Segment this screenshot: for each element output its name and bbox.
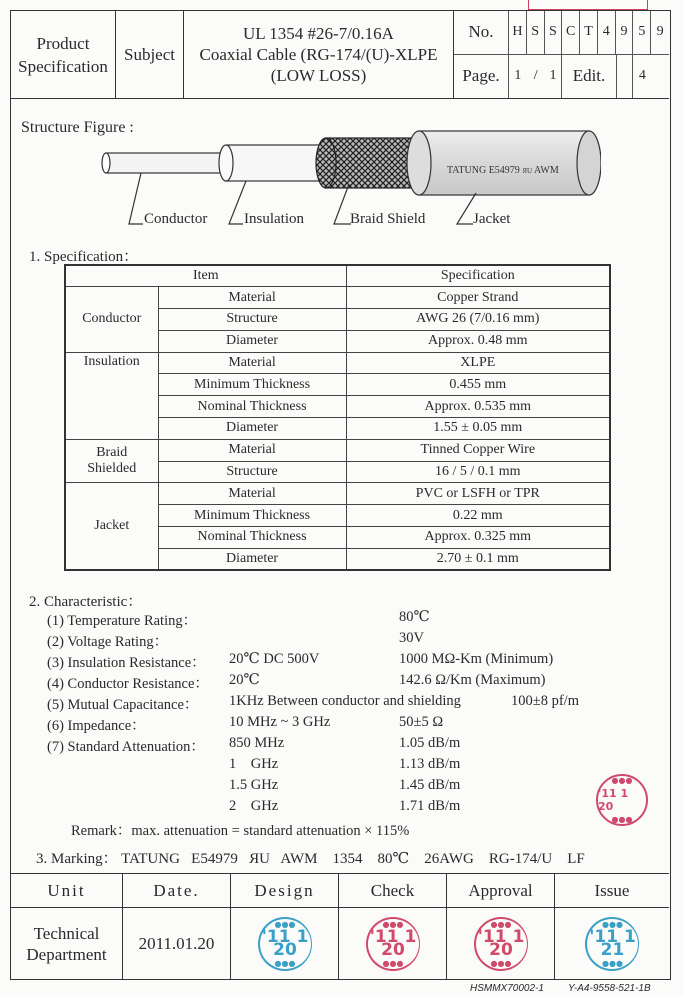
temp-label: (1) Temperature Rating： bbox=[47, 613, 198, 629]
label-insulation: Insulation bbox=[244, 211, 304, 227]
approval-stamp-date: '11 1 20 bbox=[477, 926, 525, 960]
temp-value: 80℃ bbox=[399, 609, 430, 625]
imp-value: 50±5 Ω bbox=[399, 714, 444, 730]
table-header-row bbox=[65, 265, 610, 287]
approval-stamp: ●●● '11 1 20 ●●● bbox=[474, 917, 528, 971]
jacket-print-text: TATUNG E54979 ЯU AWM bbox=[447, 165, 559, 176]
cap-label: (5) Mutual Capacitance： bbox=[47, 697, 199, 713]
page-total: 1 bbox=[545, 55, 563, 99]
check-cell bbox=[339, 908, 447, 979]
braid-group-line2: Shielded bbox=[87, 461, 137, 477]
insulation-shape bbox=[226, 145, 331, 181]
item-cell: Structure bbox=[158, 461, 346, 483]
volt-label: (2) Voltage Rating： bbox=[47, 634, 169, 650]
doc-no-char: 9 bbox=[651, 11, 669, 55]
item-cell: Nominal Thickness bbox=[158, 527, 346, 549]
issue-cell bbox=[555, 908, 669, 979]
unit-line2: Department bbox=[26, 944, 107, 964]
value-cell: 1.55 ± 0.05 mm bbox=[346, 418, 610, 440]
ins-label: (3) Insulation Resistance： bbox=[47, 655, 206, 671]
value-cell: 2.70 ± 0.1 mm bbox=[346, 548, 610, 570]
qc-stamp-date: '11 1 20 bbox=[598, 787, 629, 813]
cap-cond: 1KHz Between conductor and shielding bbox=[229, 693, 461, 709]
table-row bbox=[65, 439, 610, 461]
col-approval: Approval bbox=[447, 874, 555, 908]
table-row bbox=[65, 352, 610, 374]
characteristic-title: 2. Characteristic： bbox=[29, 594, 143, 610]
item-cell: Diameter bbox=[158, 330, 346, 352]
value-cell: Approx. 0.535 mm bbox=[346, 396, 610, 418]
marking-line: 3. Marking： TATUNG E54979 ЯU AWM 1354 80℃ 26AWG RG-174/U LF bbox=[36, 851, 585, 867]
att-freq: 1 GHz bbox=[229, 756, 279, 772]
item-cell: Material bbox=[158, 439, 346, 461]
att-value: 1.05 dB/m bbox=[399, 735, 461, 751]
doc-number-grid bbox=[454, 11, 669, 98]
approval-table bbox=[11, 873, 669, 979]
check-stamp-date: '11 1 20 bbox=[369, 926, 417, 960]
remark: Remark：max. attenuation = standard attenuation × 115% bbox=[71, 823, 410, 839]
structure-title: Structure Figure : bbox=[21, 119, 134, 136]
header bbox=[11, 11, 669, 99]
title-line1: UL 1354 #26-7/0.16A bbox=[243, 24, 394, 43]
label-braid-shield: Braid Shield bbox=[350, 211, 426, 227]
value-cell: Approx. 0.48 mm bbox=[346, 330, 610, 352]
att-freq: 1.5 GHz bbox=[229, 777, 279, 793]
table-row bbox=[65, 483, 610, 505]
doc-no-char: 9 bbox=[616, 11, 634, 55]
reference-number: Y-A4-9558-521-1B bbox=[568, 983, 651, 994]
page-sep: / bbox=[533, 68, 538, 84]
doc-no-char: C bbox=[562, 11, 580, 55]
spec-sheet bbox=[10, 10, 671, 980]
ins-cond: 20℃ DC 500V bbox=[229, 651, 320, 667]
value-cell: Tinned Copper Wire bbox=[346, 439, 610, 461]
edit-value: 4 bbox=[638, 68, 646, 84]
doc-no-char: S bbox=[527, 11, 545, 55]
doc-no-char: H bbox=[509, 11, 527, 55]
item-cell: Diameter bbox=[158, 418, 346, 440]
qc-stamp: ●●● '11 1 20 ●●● bbox=[596, 774, 648, 826]
item-cell: Material bbox=[158, 287, 346, 309]
unit-line1: Technical bbox=[33, 923, 100, 943]
att-value: 1.13 dB/m bbox=[399, 756, 461, 772]
page-current: 1 bbox=[514, 68, 522, 84]
cap-value: 100±8 pf/m bbox=[511, 693, 579, 709]
col-issue: Issue bbox=[555, 874, 669, 908]
product-label-line1: Product bbox=[36, 33, 90, 53]
title-line3: (LOW LOSS) bbox=[270, 66, 367, 85]
imp-cond: 10 MHz ~ 3 GHz bbox=[229, 714, 331, 730]
page-label: Page. bbox=[454, 55, 509, 99]
design-stamp-date: '11 1 20 bbox=[261, 926, 309, 960]
design-stamp: ●●● '11 1 20 ●●● bbox=[258, 917, 312, 971]
item-cell: Material bbox=[158, 352, 346, 374]
spec-table bbox=[64, 264, 611, 571]
att-freq: 2 GHz bbox=[229, 798, 279, 814]
value-cell: 0.22 mm bbox=[346, 505, 610, 527]
item-cell: Structure bbox=[158, 309, 346, 331]
att-freq: 850 MHz bbox=[229, 735, 285, 751]
col-date: Date. bbox=[123, 874, 231, 908]
value-cell: PVC or LSFH or TPR bbox=[346, 483, 610, 505]
item-cell: Nominal Thickness bbox=[158, 396, 346, 418]
cond-value: 142.6 Ω/Km (Maximum) bbox=[399, 672, 546, 688]
issue-stamp: ●●● '11 1 21 ●●● bbox=[585, 917, 639, 971]
table-row bbox=[65, 287, 610, 309]
check-stamp: ●●● '11 1 20 ●●● bbox=[366, 917, 420, 971]
header-spec: Specification bbox=[346, 265, 610, 287]
product-label-line2: Specification bbox=[18, 56, 108, 76]
ins-value: 1000 MΩ-Km (Minimum) bbox=[399, 651, 554, 667]
no-label: No. bbox=[454, 11, 509, 55]
form-number: HSMMX70002-1 bbox=[470, 983, 544, 994]
value-cell: 16 / 5 / 0.1 mm bbox=[346, 461, 610, 483]
subject-label: Subject bbox=[116, 11, 184, 98]
blank-cell bbox=[616, 55, 634, 99]
title-line2: Coaxial Cable (RG-174/(U)-XLPE bbox=[199, 45, 438, 64]
product-label bbox=[11, 11, 116, 98]
group-cell: Jacket bbox=[65, 483, 158, 570]
top-stamp-edge bbox=[528, 0, 648, 10]
cond-cond: 20℃ bbox=[229, 672, 260, 688]
value-cell: 0.455 mm bbox=[346, 374, 610, 396]
group-cell bbox=[65, 439, 158, 483]
unit-value bbox=[11, 908, 123, 979]
cond-label: (4) Conductor Resistance： bbox=[47, 676, 209, 692]
doc-no-char: 5 bbox=[633, 11, 651, 55]
braid-group-line1: Braid bbox=[96, 445, 128, 461]
conductor-shape bbox=[106, 153, 226, 173]
att-value: 1.45 dB/m bbox=[399, 777, 461, 793]
issue-stamp-date: '11 1 21 bbox=[589, 926, 636, 960]
item-cell: Minimum Thickness bbox=[158, 374, 346, 396]
date-value: 2011.01.20 bbox=[123, 908, 231, 979]
design-cell bbox=[231, 908, 339, 979]
spec-title: 1. Specification： bbox=[29, 249, 139, 265]
col-unit: Unit bbox=[11, 874, 123, 908]
cable-structure-figure bbox=[101, 129, 601, 249]
item-cell: Material bbox=[158, 483, 346, 505]
doc-no-char: T bbox=[580, 11, 598, 55]
value-cell: AWG 26 (7/0.16 mm) bbox=[346, 309, 610, 331]
value-cell: Copper Strand bbox=[346, 287, 610, 309]
doc-no-char: 4 bbox=[598, 11, 616, 55]
approval-cell bbox=[447, 908, 555, 979]
imp-label: (6) Impedance： bbox=[47, 718, 146, 734]
document-title bbox=[184, 11, 454, 98]
att-label: (7) Standard Attenuation： bbox=[47, 739, 205, 755]
label-jacket: Jacket bbox=[473, 211, 511, 227]
group-cell: Conductor bbox=[65, 287, 158, 352]
item-cell: Minimum Thickness bbox=[158, 505, 346, 527]
value-cell: XLPE bbox=[346, 352, 610, 374]
col-design: Design bbox=[231, 874, 339, 908]
value-cell: Approx. 0.325 mm bbox=[346, 527, 610, 549]
header-item: Item bbox=[65, 265, 346, 287]
att-value: 1.71 dB/m bbox=[399, 798, 461, 814]
volt-value: 30V bbox=[399, 630, 424, 646]
item-cell: Diameter bbox=[158, 548, 346, 570]
col-check: Check bbox=[339, 874, 447, 908]
group-cell: Insulation bbox=[65, 352, 158, 439]
doc-no-char: S bbox=[545, 11, 563, 55]
edit-label: Edit. bbox=[572, 66, 606, 86]
label-conductor: Conductor bbox=[144, 211, 208, 227]
jacket-shape bbox=[419, 131, 589, 195]
